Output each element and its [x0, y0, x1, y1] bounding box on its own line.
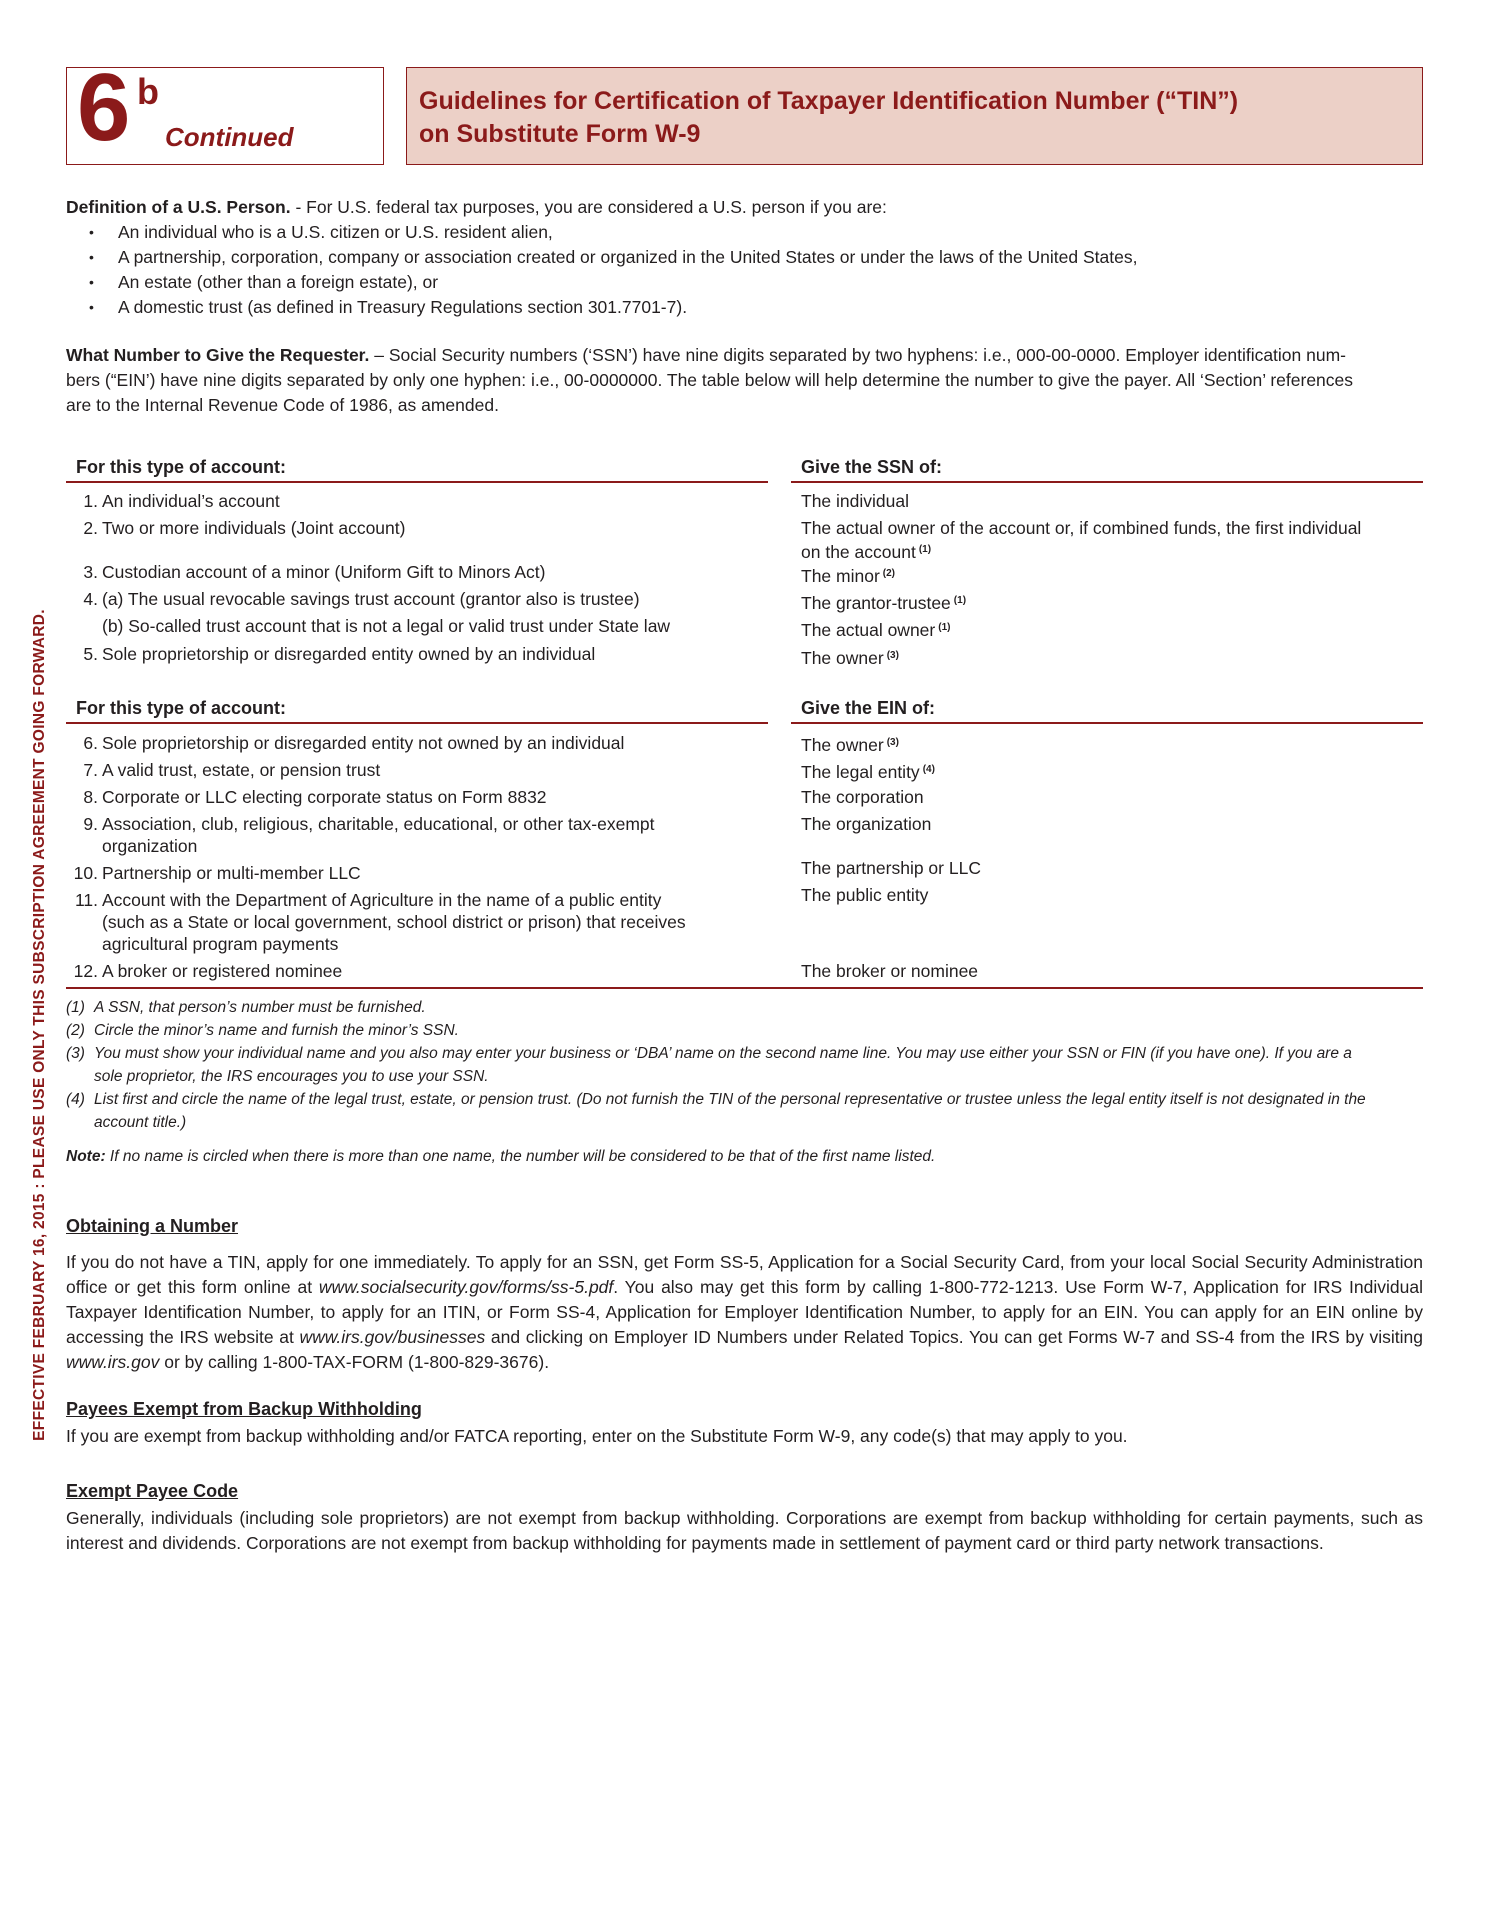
account-type: A broker or registered nominee [102, 961, 343, 981]
footnote-text: Circle the minor’s name and furnish the minor’s SSN. [94, 1022, 459, 1039]
payees-exempt-text: If you are exempt from backup withholding and/or FATCA reporting, enter on the Substitute Form W-9, any code(s) that may apply to you. [66, 1426, 1128, 1446]
give-value [801, 759, 935, 783]
row-number: 12. [73, 961, 98, 981]
give-value [801, 563, 895, 587]
obtaining-text: or by calling 1-800-TAX-FORM (1-800-829-3676). [159, 1352, 550, 1372]
give-value [801, 517, 1423, 563]
footnote-text: You must show your individual name and you also may enter your business or ‘DBA’ name on the second name line. You may use either your SSN or FIN (if you have one). If you are a [94, 1045, 1352, 1062]
footnote-text: account title.) [94, 1114, 187, 1131]
exempt-payee-code-text: Generally, individuals (including sole proprietors) are not exempt from backup withholding. Corporations are exempt from backup withholding for certain payments, such as interest and dividends. Corporations are not exempt from backup withholding for payments made in settlement of payment card or third party network transactions. [66, 1508, 1423, 1553]
continued-label: Continued [165, 122, 294, 152]
us-person-bullet: • An individual who is a U.S. citizen or U.S. resident alien, [118, 220, 553, 245]
what-number-paragraph [66, 343, 1423, 418]
title-line-2: on Substitute Form W-9 [419, 120, 701, 148]
exempt-payee-code-heading: Exempt Payee Code [66, 1481, 239, 1501]
account-type: Account with the Department of Agriculture in the name of a public entity [102, 890, 662, 910]
footnote-text: A SSN, that person’s number must be furnished. [94, 999, 426, 1016]
irs-businesses-link[interactable]: www.irs.gov/businesses [299, 1327, 486, 1347]
give-value [801, 813, 931, 835]
footnote-ref: (4) [922, 764, 935, 775]
give-text: The actual owner of the account or, if combined funds, the first individual [801, 518, 1362, 538]
footnote-key: (2) [66, 1022, 85, 1039]
give-value [801, 645, 899, 669]
us-person-definition [66, 195, 1423, 220]
ssn-col1-rule [66, 481, 768, 483]
us-person-bullet: • A partnership, corporation, company or association created or organized in the United States or under the laws of the United States, [118, 245, 1137, 270]
account-type: (b) So-called trust account that is not a legal or valid trust under State law [102, 616, 671, 636]
section-number: 6 [77, 54, 131, 161]
give-text: The corporation [801, 787, 924, 807]
give-value [801, 960, 978, 982]
account-type: Two or more individuals (Joint account) [102, 518, 406, 538]
row-number: 7. [83, 760, 98, 780]
give-text: The legal entity [801, 762, 920, 782]
account-type: Custodian account of a minor (Uniform Gift to Minors Act) [102, 562, 546, 582]
footnote-ref: (1) [918, 544, 932, 555]
footnote-key: (1) [66, 999, 85, 1016]
footnote-text: List first and circle the name of the legal trust, estate, or pension trust. (Do not furnish the TIN of the personal representative or trustee unless the legal entity itself is not designated in the [94, 1091, 1366, 1108]
give-text: The partnership or LLC [801, 858, 981, 878]
footnote-ref: (1) [953, 595, 967, 606]
section-number-box [66, 54, 384, 165]
what-number-heading: What Number to Give the Requester. [66, 345, 370, 365]
account-type: (a) The usual revocable savings trust account (grantor also is trustee) [102, 589, 640, 609]
ein-col1-rule [66, 722, 768, 724]
row-number: 8. [83, 787, 98, 807]
row-number: 1. [83, 491, 98, 511]
footnote [66, 1019, 1423, 1042]
title-line-1: Guidelines for Certification of Taxpayer Identification Number (“TIN”) [419, 87, 1239, 115]
obtaining-number-paragraph [66, 1250, 1423, 1375]
footnote-key: (3) [66, 1045, 85, 1062]
effective-date-notice: EFFECTIVE FEBRUARY 16, 2015 : PLEASE USE ONLY THIS SUBSCRIPTION AGREEMENT GOING FORWARD. [31, 609, 48, 1441]
us-person-intro: - For U.S. federal tax purposes, you are considered a U.S. person if you are: [290, 197, 887, 217]
us-person-bullet: • An estate (other than a foreign estate), or [118, 270, 438, 295]
give-text: The individual [801, 491, 909, 511]
give-text: The owner [801, 648, 884, 668]
footnote-ref: (3) [886, 650, 899, 661]
ssn-table-col1-header: For this type of account: [76, 457, 287, 477]
footnote [66, 1042, 1423, 1088]
give-text: The actual owner [801, 620, 936, 640]
give-value [801, 884, 928, 906]
give-text: on the account [801, 542, 916, 562]
note-label: Note: [66, 1148, 106, 1165]
row-number: 11. [74, 890, 98, 910]
ssn-table-col2-header: Give the SSN of: [801, 457, 943, 477]
account-type: An individual’s account [102, 491, 280, 511]
account-type: Partnership or multi-member LLC [102, 863, 361, 883]
account-type: Association, club, religious, charitable, educational, or other tax-exempt [102, 814, 655, 834]
row-number: 2. [83, 518, 98, 538]
row-number: 4. [83, 589, 98, 609]
what-number-line-2: bers (“EIN’) have nine digits separated by only one hyphen: i.e., 00-0000000. The table below will help determine the number to give the payer. All ‘Section’ references [66, 370, 1354, 390]
note-text: If no name is circled when there is more than one name, the number will be considered to be that of the first name listed. [105, 1148, 936, 1165]
ein-table-col1-header: For this type of account: [76, 698, 287, 718]
give-value [801, 590, 966, 614]
page-title [406, 67, 1423, 165]
ss5-link[interactable]: www.socialsecurity.gov/forms/ss-5.pdf [318, 1277, 614, 1297]
irs-link[interactable]: www.irs.gov [66, 1352, 160, 1372]
row-number: 3. [83, 562, 98, 582]
give-text: The organization [801, 814, 932, 834]
footnote-key: (4) [66, 1091, 85, 1108]
row-number: 6. [83, 733, 98, 753]
give-value [801, 490, 909, 512]
what-number-line-3: are to the Internal Revenue Code of 1986, as amended. [66, 395, 499, 415]
note [66, 1145, 1423, 1168]
footnote [66, 996, 1423, 1019]
account-type: organization [102, 836, 198, 856]
account-type: agricultural program payments [102, 934, 339, 954]
give-text: The grantor-trustee [801, 593, 951, 613]
ein-table-col2-header: Give the EIN of: [801, 698, 936, 718]
us-person-heading: Definition of a U.S. Person. [66, 197, 291, 217]
account-type: Sole proprietorship or disregarded entity not owned by an individual [102, 733, 625, 753]
give-text: The owner [801, 735, 884, 755]
obtaining-text: . You also may get this form by calling 1-800-772-1213. Use Form W-7, Application for IRS Individual Taxpayer Identification Number, to apply for an ITIN, or Form SS-4, Application for Employer Identification Number, to apply for an EIN. You can apply for an EIN online by accessing the IRS website at [66, 1277, 1423, 1347]
footnote-ref: (1) [938, 622, 951, 633]
account-type: Sole proprietorship or disregarded entity owned by an individual [102, 644, 596, 664]
give-text: The minor [801, 566, 880, 586]
ssn-col2-rule [791, 481, 1423, 483]
give-text: The public entity [801, 885, 929, 905]
give-value [801, 617, 950, 641]
footnote-ref: (3) [886, 737, 899, 748]
row-number: 10. [73, 863, 98, 883]
footnote [66, 1088, 1423, 1134]
give-value [801, 786, 924, 808]
give-text: The broker or nominee [801, 961, 979, 981]
section-letter: b [137, 71, 159, 112]
row-number: 9. [83, 814, 98, 834]
obtaining-text: and clicking on Employer ID Numbers under Related Topics. You can get Forms W-7 and SS-4 from the IRS by visiting [485, 1327, 1424, 1347]
footnote-text: sole proprietor, the IRS encourages you to use your SSN. [94, 1068, 489, 1085]
row-number: 5. [83, 644, 98, 664]
account-type: A valid trust, estate, or pension trust [102, 760, 381, 780]
give-value [801, 732, 899, 756]
give-value [801, 857, 981, 879]
account-type: Corporate or LLC electing corporate status on Form 8832 [102, 787, 547, 807]
footnote-ref: (2) [882, 568, 896, 579]
payees-exempt-heading: Payees Exempt from Backup Withholding [66, 1399, 422, 1419]
table-bottom-rule [66, 987, 1423, 989]
account-type: (such as a State or local government, school district or prison) that receives [102, 912, 686, 932]
us-person-bullet: • A domestic trust (as defined in Treasury Regulations section 301.7701-7). [118, 295, 687, 320]
obtaining-text: If you do not have a TIN, apply for one immediately. To apply for an SSN, get Form SS-5, Application for a Social Security Card, from your local Social Security Administration office or get this form online at [66, 1252, 1423, 1297]
what-number-line-1: – Social Security numbers (‘SSN’) have nine digits separated by two hyphens: i.e., 000-00-0000. Employer identification num- [369, 345, 1347, 365]
ein-col2-rule [791, 722, 1423, 724]
obtaining-number-heading: Obtaining a Number [66, 1216, 239, 1236]
